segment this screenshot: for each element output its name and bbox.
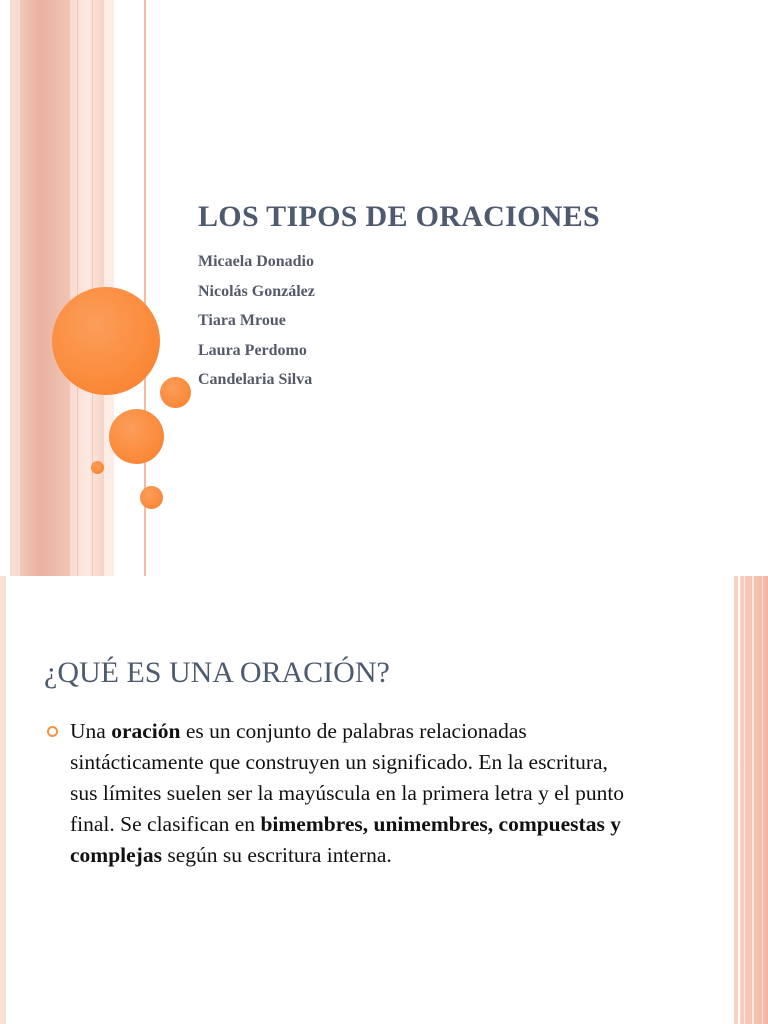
decorative-circle-medium (109, 409, 164, 464)
slide-heading: ¿QUÉ ES UNA ORACIÓN? (44, 656, 390, 689)
decorative-line (744, 576, 745, 1024)
author-name: Tiara Mroue (198, 312, 286, 329)
content-slide (0, 576, 768, 1024)
author-name: Micaela Donadio (198, 253, 314, 270)
slide-title: LOS TIPOS DE ORACIONES (198, 200, 600, 233)
author-name: Laura Perdomo (198, 341, 307, 359)
decorative-line (762, 576, 763, 1024)
decorative-circle-large (52, 287, 160, 395)
bullet-text (70, 716, 630, 871)
bold-term: oración (111, 719, 181, 743)
decorative-stripe (734, 576, 738, 1024)
decorative-stripe (0, 576, 6, 1024)
decorative-circle-small (140, 486, 163, 509)
bullet-circle-icon (47, 726, 58, 737)
author-name: Candelaria Silva (198, 371, 313, 388)
decorative-line (77, 0, 78, 576)
bullet-text-part: Una (70, 719, 112, 743)
decorative-line (752, 576, 754, 1024)
bullet-text-part: es un conjunto de palabras relacionadas sintácticamente que construyen un significado. En la escritura, sus límites suelen ser la mayúscula en la primera letra y el punto final. Se clasifican en (70, 719, 625, 836)
author-name: Nicolás González (198, 282, 315, 300)
decorative-stripe (10, 0, 20, 576)
decorative-circle-small (160, 377, 191, 408)
decorative-circle-tiny (91, 461, 104, 474)
decorative-stripe (20, 0, 70, 576)
author-list (198, 251, 315, 399)
bullet-text-part: según su escritura interna. (161, 843, 392, 867)
bold-term: bimembres, unimembres, compuestas y complejas (70, 812, 621, 867)
